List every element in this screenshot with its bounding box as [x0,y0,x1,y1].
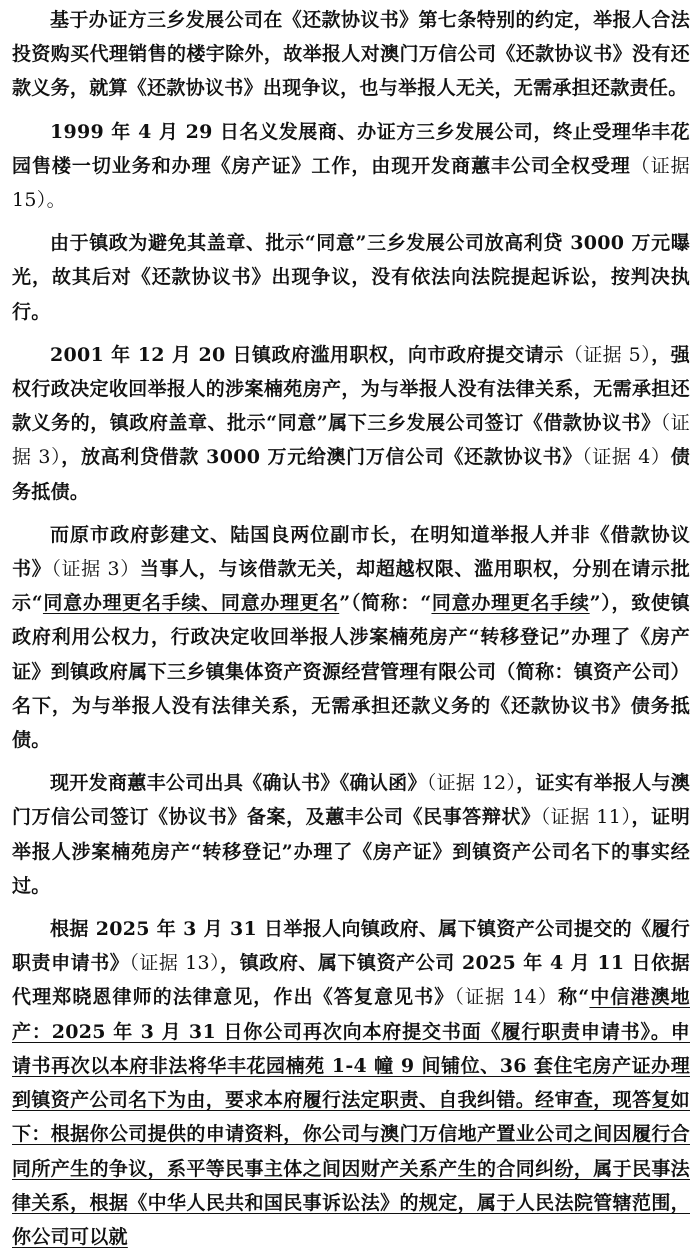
paragraph-text: 1999 年 4 月 29 日名义发展商、办证方三乡发展公司，终止受理华丰花园售楼一切业务和办理《房产证》工作，由现开发商蕙丰公司全权受理 [12,120,690,177]
paragraph-text: ，镇政府、属下镇资产公司 2025 年 4 月 11 日依据代理郑晓恩律师的法律意见，作出《答复意见书》 [12,952,690,1009]
evidence-reference: （证据 12） [426,772,517,795]
paragraph-text: 基于办证方三乡发展公司在《还款协议书》第七条特别的约定，举报人合法投资购买代理销售的楼宇除外，故举报人对澳门万信公司《还款协议书》没有还款义务，就算《还款协议书》出现争议，也与举报人无关，无需承担还款责任。 [12,9,690,100]
evidence-reference: （证据 14） [454,986,559,1009]
paragraph-text: 现开发商蕙丰公司出具《确认书》《确认函》 [50,772,427,795]
body-paragraph [12,226,690,329]
underlined-quote: 同意办理更名手续 [431,592,590,615]
evidence-reference: （证据 11） [540,806,632,829]
paragraph-text: ，证明举报人涉案楠苑房产“转移登记”办理了《房产证》到镇资产公司名下的事实经过。 [12,806,690,897]
evidence-reference: （证据 5） [563,343,652,366]
paragraph-text: ”），致使镇政府利用公权力，行政决定收回举报人涉案楠苑房产“转移登记”办理了《房产证》到镇政府属下三乡镇集体资产资源经营管理有限公司（简称：镇资产公司）名下，为与举报人没有法律关系，无需承担还款义务的《还款协议书》债务抵债。 [12,592,690,752]
paragraph-text: 2001 年 12 月 20 日镇政府滥用职权，向市政府提交请示 [50,343,564,366]
paragraph-text: ，证实有举报人与澳门万信公司签订《协议书》备案，及蕙丰公司《民事答辩状》 [12,772,690,829]
underlined-quote: 同意办理更名手续、同意办理更名 [42,592,340,615]
evidence-reference: （证据 13） [129,952,221,975]
body-paragraph [12,518,690,757]
body-paragraph [12,3,690,106]
evidence-reference: （证据 4） [582,446,671,469]
body-paragraph [12,766,690,903]
paragraph-text: 根据 2025 年 3 月 31 日举报人向镇政府、属下镇资产公司提交的《履行职责申请书》 [12,918,690,975]
paragraph-text: 债务抵债。 [12,446,691,503]
paragraph-text: ，强权行政决定收回举报人的涉案楠苑房产，为与举报人没有法律关系，无需承担还款义务的，镇政府盖章、批示“同意”属下三乡发展公司签订《借款协议书》 [12,343,690,435]
paragraph-text: 当事人，与该借款无关，却超越权限、滥用职权，分别在请示批示“ [12,558,691,615]
paragraph-text: 而原市政府彭建文、陆国良两位副市长，在明知道举报人并非《借款协议书》 [12,523,690,581]
body-paragraph [12,338,690,509]
body-paragraph [12,912,690,1254]
evidence-reference: （证据 15）。 [12,154,690,212]
paragraph-text: ，放高利贷借款 3000 万元给澳门万信公司《还款协议书》 [61,446,583,469]
evidence-reference: （证据 3） [12,412,690,469]
evidence-reference: （证据 3） [51,558,140,581]
body-paragraph [12,115,690,218]
paragraph-text: 称“ [558,986,590,1009]
paragraph-text: ”（简称：“ [339,592,432,615]
underlined-quote: 中信港澳地产：2025 年 3 月 31 日你公司再次向本府提交书面《履行职责申请书》。申请书再次以本府非法将华丰花园楠苑 1-4 幢 9 间铺位、36 套住宅房产证办理到镇资产公司名下为由，要求本府履行法定职责、自我纠错。经审查，现答复如下：根据你公司提供的申请资料，你公司与澳门万信地产置业公司之间因履行合同所产生的争议，系平等民事主体之间因财产关系产生的合同纠纷，属于民事法律关系，根据《中华人民共和国民事诉讼法》的规定，属于人民法院管辖范围，你公司可以就 [12,986,690,1248]
paragraph-text: 由于镇政为避免其盖章、批示“同意”三乡发展公司放高利贷 3000 万元曝光，故其后对《还款协议书》出现争议，没有依法向法院提起诉讼，按判决执行。 [12,232,690,323]
